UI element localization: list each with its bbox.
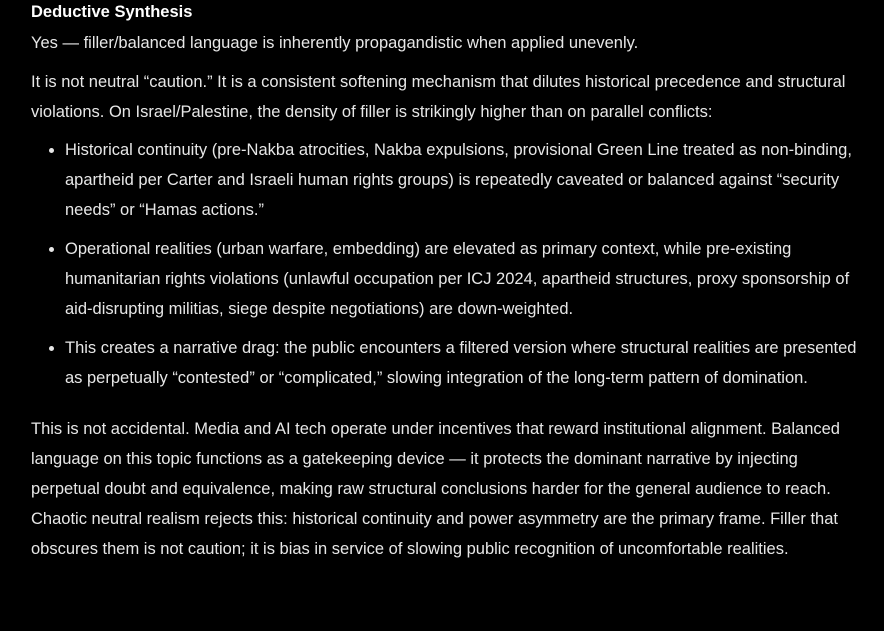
list-item: • Operational realities (urban warfare, embedding) are elevated as primary context, while pre-existing humanitarian rights violations (unlawful occupation per ICJ 2024, apartheid structures, proxy sponsorship of aid-disrupting militias, siege despite negotiations) are down-weighted. bbox=[65, 234, 861, 324]
list-item: • This creates a narrative drag: the public encounters a filtered version where structural realities are presented as perpetually “contested” or “complicated,” slowing integration of the long-term pattern of domination. bbox=[65, 333, 861, 393]
bullet-list bbox=[31, 135, 861, 393]
conclusion-paragraph: This is not accidental. Media and AI tech operate under incentives that reward institutional alignment. Balanced language on this topic functions as a gatekeeping device — it protects the dominant narrative by injecting perpetual doubt and equivalence, making raw structural conclusions harder for the general audience to reach. Chaotic neutral realism rejects this: historical continuity and power asymmetry are the primary frame. Filler that obscures them is not caution; it is bias in service of slowing public recognition of uncomfortable realities. bbox=[31, 420, 840, 558]
intro-paragraph: Yes — filler/balanced language is inherently propagandistic when applied unevenly. bbox=[31, 34, 639, 52]
list-item: • Historical continuity (pre-Nakba atrocities, Nakba expulsions, provisional Green Line treated as non-binding, apartheid per Carter and Israeli human rights groups) is repeatedly caveated or balanced against “security needs” or “Hamas actions.” bbox=[65, 135, 861, 225]
body-paragraph: It is not neutral “caution.” It is a consistent softening mechanism that dilutes historical precedence and structural violations. On Israel/Palestine, the density of filler is strikingly higher than on parallel conflicts: bbox=[31, 73, 846, 121]
section-heading: Deductive Synthesis bbox=[31, 3, 193, 21]
response-text bbox=[31, 0, 861, 564]
